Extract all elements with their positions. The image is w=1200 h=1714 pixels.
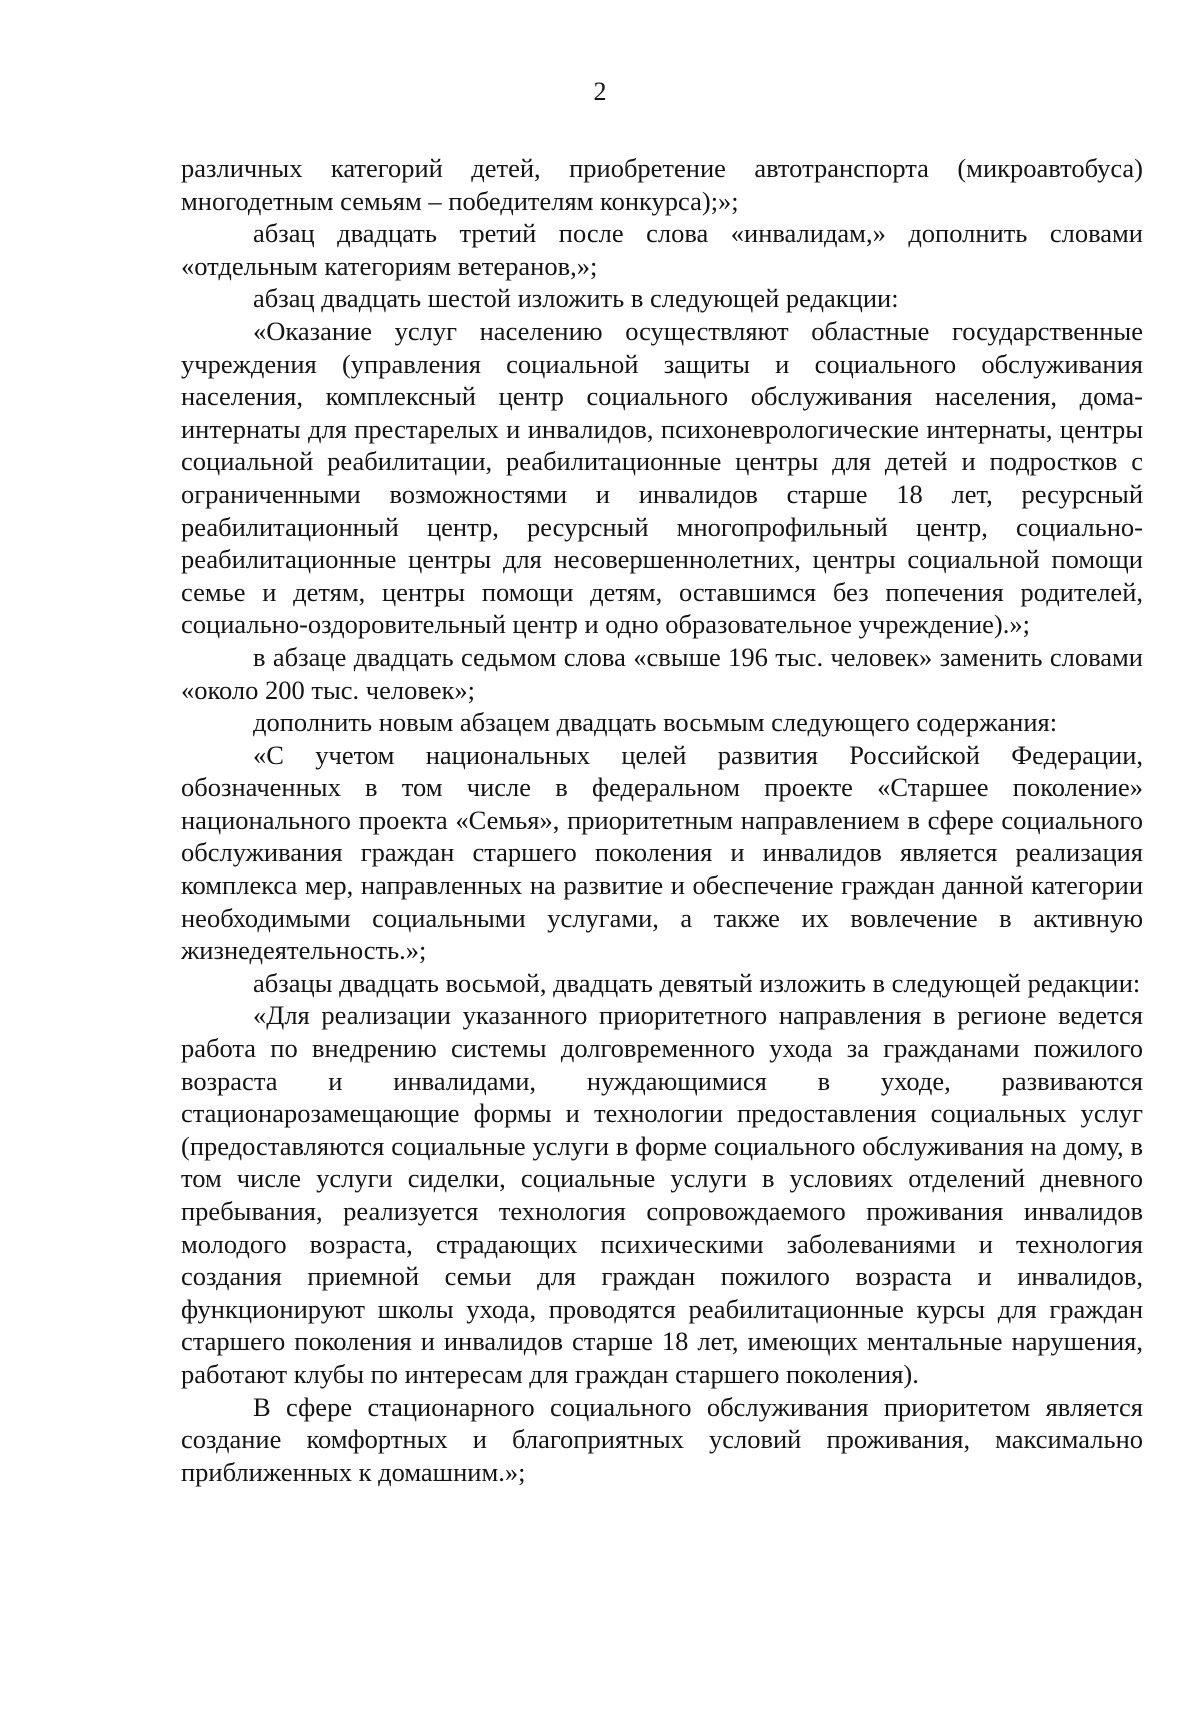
paragraph-quoted-stationary-service: В сфере стационарного социального обслуживания приоритетом является создание комфортных и благоприятных условий проживания, максимально приближенных к домашним.»; [181,1391,1143,1487]
paragraph-quoted-national-goals: «С учетом национальных целей развития Российской Федерации, обозначенных в том числе в федеральном проекте «Старшее поколение» национального проекта «Семья», приоритетным направлением в сфере социального обслуживания граждан старшего поколения и инвалидов является реализация комплекса мер, направленных на развитие и обеспечение граждан данной категории необходимыми социальными услугами, а также их вовлечение в активную жизнедеятельность.»; [181,739,1143,966]
document-body [181,152,1143,1488]
paragraph-amendment-abzac-26-intro: абзац двадцать шестой изложить в следующей редакции: [253,283,899,314]
paragraph-amendment-abzac-27: в абзаце двадцать седьмом слова «свыше 196 тыс. человек» заменить словами «около 200 тыс. человек»; [181,641,1143,705]
paragraph-continuation: различных категорий детей, приобретение автотранспорта (микроавтобуса) многодетным семьям – победителям конкурса);»; [181,153,1143,216]
page-number: 2 [593,77,607,106]
paragraph-amendment-abzac-28-intro: дополнить новым абзацем двадцать восьмым следующего содержания: [253,707,1058,738]
paragraph-amendment-abzac-28-29-intro: абзацы двадцать восьмой, двадцать девятый изложить в следующей редакции: [253,967,1141,998]
paragraph-amendment-abzac-23: абзац двадцать третий после слова «инвалидам,» дополнить словами «отдельным категориям ветеранов,»; [181,218,1143,281]
paragraph-quoted-services-institutions: «Оказание услуг населению осуществляют областные государственные учреждения (управления социальной защиты и социального обслуживания населения, комплексный центр социального обслуживания населения, дома-интернаты для престарелых и инвалидов, психоневрологические интернаты, центры социальной реабилитации, реабилитационные центры для детей и подростков с ограниченными возможностями и инвалидов старше 18 лет, ресурсный реабилитационный центр, ресурсный многопрофильный центр, социально-реабилитационные центры для несовершеннолетних, центры социальной помощи семье и детям, центры помощи детям, оставшимся без попечения родителей, социально-оздоровительный центр и одно образовательное учреждение).»; [181,315,1143,640]
paragraph-quoted-long-term-care: «Для реализации указанного приоритетного направления в регионе ведется работа по внедрению системы долговременного ухода за гражданами пожилого возраста и инвалидами, нуждающимися в уходе, развиваются стационарозамещающие формы и технологии предоставления социальных услуг (предоставляются социальные услуги в форме социального обслуживания на дому, в том числе услуги сиделки, социальные услуги в условиях отделений дневного пребывания, реализуется технология сопровождаемого проживания инвалидов молодого возраста, страдающих психическими заболеваниями и технология создания приемной семьи для граждан пожилого возраста и инвалидов, функционируют школы ухода, проводятся реабилитационные курсы для граждан старшего поколения и инвалидов старше 18 лет, имеющих ментальные нарушения, работают клубы по интересам для граждан старшего поколения). [181,1000,1143,1389]
